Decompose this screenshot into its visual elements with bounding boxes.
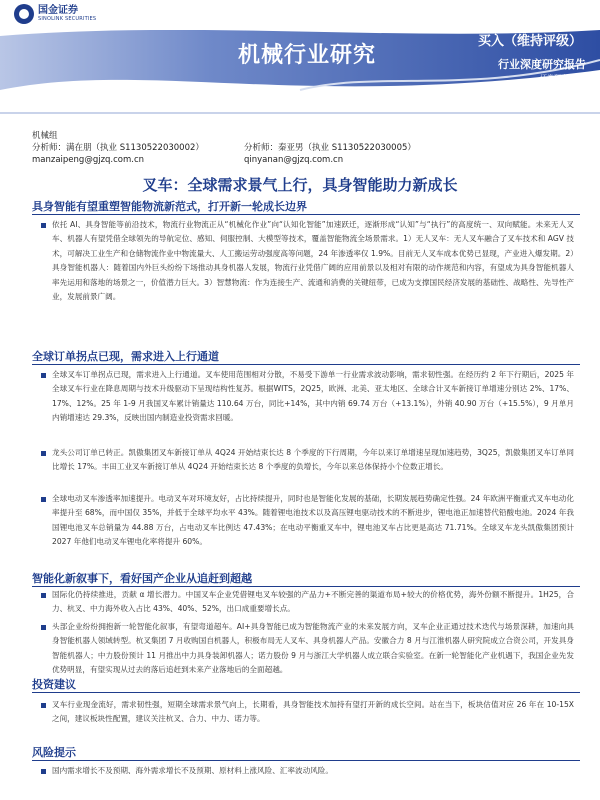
section-heading: 具身智能有望重塑智能物流新范式，打开新一轮成长边界 <box>32 200 307 213</box>
logo-icon <box>14 4 34 24</box>
report-category-title: 机械行业研究 <box>238 43 377 68</box>
section-divider <box>32 760 580 761</box>
main-title: 叉车：全球需求景气上行，具身智能助力新成长 <box>142 176 458 194</box>
analyst-2-email: qinyanan@gjzq.com.cn <box>244 155 344 165</box>
analyst-1-email: manzaipeng@gjzq.com.cn <box>32 155 145 165</box>
logo-english: SINOLINK SECURITIES <box>38 15 97 22</box>
report-subtype: 证券研究报告 <box>540 74 582 82</box>
section-heading: 智能化新叙事下，看好国产企业从追赶到超越 <box>32 572 252 585</box>
analyst-2: 分析师：秦亚男（执业 S1130522030005） <box>244 143 416 153</box>
bullet-paragraph: 叉车行业现金流好，需求韧性强，短期全球需求景气向上，长期看，具身智能技术加持有望打开新的成长空间。站在当下，板块估值对应 26 年在 10-15X 之间，建议板块性配置，建议关注杭叉、合力、中力、诺力等。 <box>52 698 574 728</box>
analyst-block-2 <box>244 142 416 166</box>
analyst-1: 分析师：满在朋（执业 S1130522030002） <box>32 143 204 153</box>
analyst-block <box>32 130 204 166</box>
bullet-paragraph: 全球电动叉车渗透率加速提升。电动叉车对环境友好，占比持续提升，同时也是智能化发展的基础，长期发展趋势确定性强。24 年欧洲平衡重式叉车电动化率提升至 68%，而中国仅 35%，并低于全球平均水平 43%。随着锂电池技术以及高压锂电驱动技术的不断进步，锂电池正加速替代铅酸电池。2024 年我国锂电池叉车总销量为 44.88 万台，占电动叉车比例达 47.43%；在电动平衡重叉车中，锂电池叉车占比更是高达 71.71%。全球叉车龙头凯傲集团预计 2027 年他们电动叉车锂电化率将提升 60%。 <box>52 492 574 564</box>
bullet-paragraph: 国际化仍持续推进，贡献 α 增长潜力。中国叉车企业凭借锂电叉车较强的产品力+不断完善的渠道布局+较大的价格优势，海外份额不断提升。1H25，合力、杭叉、中力海外收入占比 43%、40%、52%，出口成重要增长点。 <box>52 588 574 618</box>
section-divider <box>32 692 580 693</box>
section-heading: 全球订单拐点已现，需求进入上行通道 <box>32 350 219 363</box>
bullet-paragraph: 头部企业纷纷拥抱新一轮智能化叙事，有望弯道超车。AI+具身智能已成为智能物流产业的未来发展方向，叉车企业正通过技术迭代与场景深耕，加速向具身智能机器人领域转型。杭叉集团 7 月收购国自机器人，积极布局无人叉车、具身机器人产品。安徽合力 8 月与江淮机器人研究院成立合资公司，开发具身智能机器人；中力股份预计 11 月推出中力具身装卸机器人；诺力股份 9 月与浙江大学机器人成立联合实验室。在新一轮智能化产业机遇下，我国企业先发优势明显，有望实现从过去的落后追赶到未来产业落地后的全面超越。 <box>52 620 574 678</box>
bullet-paragraph: 依托 AI、具身智能等前沿技术，物流行业物流正从“机械化作业”向“认知化智能”加速跃迁，逐渐形成“认知”与“执行”的高度统一、双向赋能。未来无人叉车、机器人有望凭借全球领先的导航定位、感知、伺服控制、大模型等技术，覆盖智能物流全场景需求。1）无人叉车：无人叉车融合了叉车技术和 AGV 技术，可解决工业生产和仓储物流作业中物流量大、人工搬运劳动强度高等问题，24 年渗透率仅 1.9%。目前无人叉车成本优势已显现，产业进入爆发期。2）具身智能机器人：随着国内外巨头纷纷下场推动具身机器人发展，物流行业凭借广阔的应用前景以及相对有限的动作规范和内容，有望成为具身智能机器人率先运用和落地的场景之一，价值潜力巨大。3）智慧物流：作为连接生产、流通和消费的关键纽带，已成为支撑国民经济发展的基础性、战略性、先导性产业，发展前景广阔。 <box>52 218 574 334</box>
section-divider <box>32 364 580 365</box>
analyst-group: 机械组 <box>32 131 58 141</box>
header-divider <box>0 112 600 114</box>
report-type: 行业深度研究报告 <box>498 58 586 71</box>
report-header <box>0 0 600 112</box>
logo-name: 国金证券 <box>38 4 78 16</box>
bullet-paragraph: 龙头公司订单已转正。凯傲集团叉车新接订单从 4Q24 开始结束长达 8 个季度的下行周期，今年以来订单增速呈现加速趋势，3Q25，凯傲集团叉车订单同比增长 17%。丰田工业叉车新接订单从 4Q24 开始结束长达 8 个季度的负增长，今年以来总体保持小个位数正增长。 <box>52 446 574 490</box>
section-heading: 风险提示 <box>32 746 76 759</box>
rating-label: 买入（维持评级） <box>477 34 582 49</box>
company-logo <box>14 4 96 24</box>
section-divider <box>32 214 580 215</box>
bullet-paragraph: 全球叉车订单拐点已现，需求进入上行通道。叉车使用范围相对分散，不易受下游单一行业需求波动影响，需求韧性强。在经历约 2 年下行期后，2025 年全球叉车行业在降息周期与技术升级驱动下呈现结构性复苏。根据WITS，2Q25，欧洲、北美、亚太地区、全球合计叉车新接订单增速分别达 2%、17%、17%、12%。25 年 1-9 月我国叉车累计销量达 110.64 万台，同比+14%，其中内销 69.74 万台（+13.1%），外销 40.90 万台（+15.5%），9 月单月内销增速达 29.3%，反映出国内制造业投资需求回暖。 <box>52 368 574 440</box>
bullet-paragraph: 国内需求增长不及预期、海外需求增长不及预期、原材料上涨风险、汇率波动风险。 <box>52 764 574 780</box>
section-heading: 投资建议 <box>32 678 76 691</box>
section-divider <box>32 586 580 587</box>
